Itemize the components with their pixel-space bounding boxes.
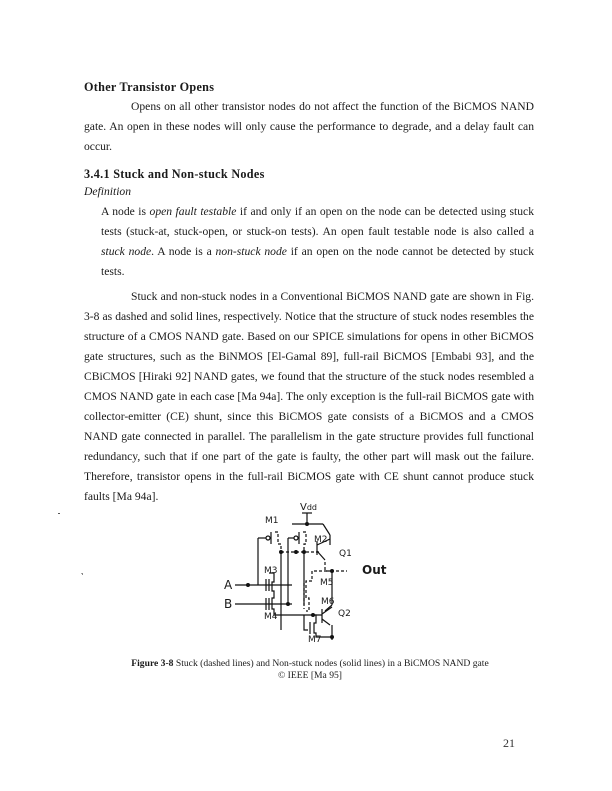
input-a-label: A (224, 578, 233, 592)
term-open-fault-testable: open fault testable (149, 205, 237, 218)
page-number: 21 (503, 736, 515, 750)
section-heading-other-transistor-opens: Other Transistor Opens (84, 80, 215, 94)
caption-line-1 (90, 658, 530, 670)
term-non-stuck-node: non-stuck node (215, 245, 287, 258)
definition-text-1: A node is (101, 205, 150, 218)
term-stuck-node: stuck node (101, 245, 152, 258)
caption-figure-number: Figure 3-8 (131, 658, 174, 669)
definition-text-3: . A node is a (151, 245, 216, 258)
caption-credit: © IEEE [Ma 95] (277, 670, 343, 681)
m3-label: M3 (264, 566, 278, 576)
output-label: Out (362, 563, 387, 577)
section-heading-3-4-1: 3.4.1 Stuck and Non-stuck Nodes (84, 167, 265, 181)
vdd-label-v: V (300, 502, 307, 513)
definition-paragraph (101, 202, 534, 282)
definition-text-2: if and only if an open on the node can be detected using stuck tests (stuck-at, stuck-open, or stuck-on tests). An open fault testable node is also called a (101, 205, 534, 238)
m7-label: M7 (308, 635, 322, 645)
vdd-label-sub: dd (306, 503, 317, 512)
definition-text-4: if an open on the node cannot be detected by stuck tests. (101, 245, 534, 278)
vdd-label (300, 502, 317, 513)
body-paragraph-stuck-nodes: Stuck and non-stuck nodes in a Conventional BiCMOS NAND gate are shown in Fig. 3-8 as dashed and solid lines, respectively. Notice that the structure of stuck nodes resembles the structure of a CMOS NAND gate. Based on our SPICE simulations for opens in other BiCMOS gate structures, such as the BiNMOS [El-Gamal 89], full-rail BiCMOS [Embabi 93], and the CBiCMOS [Hiraki 92] NAND gates, we found that the structure of the stuck nodes resembled a CMOS NAND gate in each case [Ma 94a]. The only exception is the full-rail BiCMOS gate with collector-emitter (CE) shunt, since this BiCMOS gate consists of a BiCMOS and a CMOS NAND gate connected in parallel. The parallelism in the gate structure provides full functional redundancy, such that if one part of the gate is faulty, the other part will mask out the failure. Therefore, transistor opens in the full-rail BiCMOS gate with CE shunt cannot produce stuck faults [Ma 94a]. (84, 290, 534, 503)
paragraph-other-opens: Opens on all other transistor nodes do not affect the function of the BiCMOS NAND gate. An open in these nodes will only cause the performance to degrade, and a delay fault can occur. (84, 100, 534, 153)
caption-text: Stuck (dashed lines) and Non-stuck nodes (solid lines) in a BiCMOS NAND gate (173, 658, 489, 669)
m5-label: M5 (320, 578, 334, 588)
input-b-label: B (224, 597, 233, 611)
scan-speck (82, 573, 83, 575)
m2-label: M2 (314, 535, 328, 545)
q1-label: Q1 (339, 549, 352, 559)
q2-label: Q2 (338, 609, 351, 619)
definition-label: Definition (84, 185, 132, 198)
scan-speck (58, 513, 60, 514)
m4-label: M4 (264, 612, 278, 622)
m1-label: M1 (265, 516, 279, 526)
figure-caption (90, 658, 530, 682)
bicmos-nand-circuit-diagram (222, 502, 407, 645)
m6-label: M6 (321, 597, 335, 607)
